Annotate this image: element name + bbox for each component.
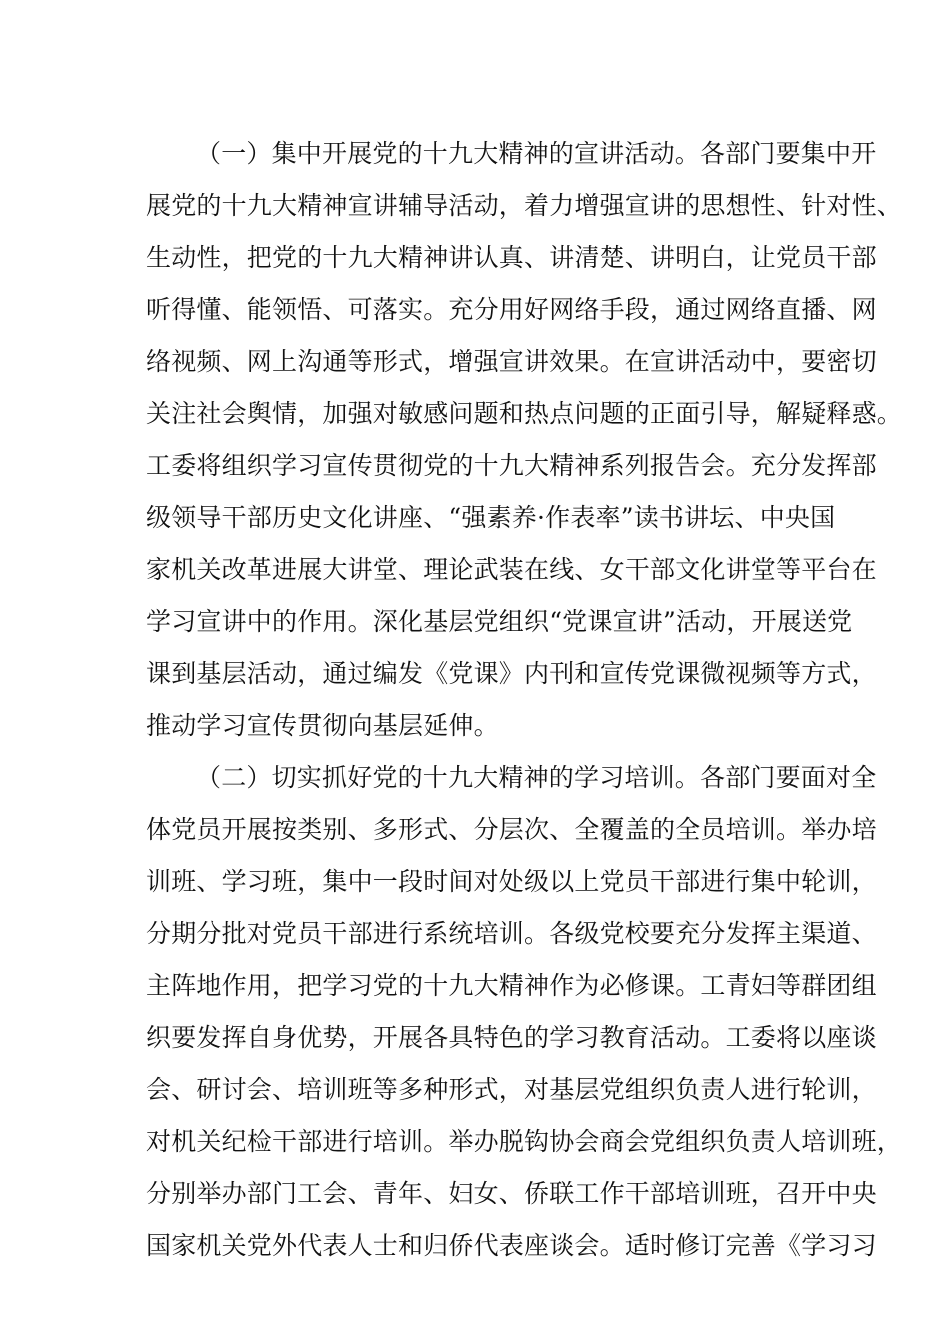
paragraph-1-line-11: 课到基层活动，通过编发《党课》内刊和宣传党课微视频等方式，	[146, 659, 877, 688]
paragraph-1-line-6: 关注社会舆情，加强对敏感问题和热点问题的正面引导，解疑释惑。	[146, 399, 903, 428]
paragraph-1-line-4: 听得懂、能领悟、可落实。充分用好网络手段，通过网络直播、网	[146, 295, 877, 324]
paragraph-2-line-7: 会、研讨会、培训班等多种形式，对基层党组织负责人进行轮训，	[146, 1075, 877, 1104]
paragraph-1-line-10: 学习宣讲中的作用。深化基层党组织“党课宣讲”活动，开展送党	[146, 607, 853, 636]
paragraph-1-line-8: 级领导干部历史文化讲座、“强素养·作表率”读书讲坛、中央国	[146, 503, 836, 532]
paragraph-2-line-1: （二）切实抓好党的十九大精神的学习培训。各部门要面对全	[196, 763, 877, 792]
paragraph-1-line-5: 络视频、网上沟通等形式，增强宣讲效果。在宣讲活动中，要密切	[146, 347, 877, 376]
paragraph-2-line-8: 对机关纪检干部进行培训。举办脱钩协会商会党组织负责人培训班，	[146, 1127, 903, 1156]
paragraph-1-line-9: 家机关改革进展大讲堂、理论武装在线、女干部文化讲堂等平台在	[146, 555, 877, 584]
paragraph-1-line-2: 展党的十九大精神宣讲辅导活动，着力增强宣讲的思想性、针对性、	[146, 191, 903, 220]
paragraph-2-line-2: 体党员开展按类别、多形式、分层次、全覆盖的全员培训。举办培	[146, 815, 877, 844]
paragraph-2-line-10: 国家机关党外代表人士和归侨代表座谈会。适时修订完善《学习习	[146, 1231, 877, 1260]
paragraph-2-line-3: 训班、学习班，集中一段时间对处级以上党员干部进行集中轮训，	[146, 867, 877, 896]
paragraph-2-line-9: 分别举办部门工会、青年、妇女、侨联工作干部培训班，召开中央	[146, 1179, 877, 1208]
paragraph-1-line-12: 推动学习宣传贯彻向基层延伸。	[146, 711, 499, 740]
paragraph-2-line-4: 分期分批对党员干部进行系统培训。各级党校要充分发挥主渠道、	[146, 919, 877, 948]
paragraph-1-line-1: （一）集中开展党的十九大精神的宣讲活动。各部门要集中开	[196, 139, 877, 168]
paragraph-2-line-5: 主阵地作用，把学习党的十九大精神作为必修课。工青妇等群团组	[146, 971, 877, 1000]
paragraph-2-line-6: 织要发挥自身优势，开展各具特色的学习教育活动。工委将以座谈	[146, 1023, 877, 1052]
paragraph-1-line-7: 工委将组织学习宣传贯彻党的十九大精神系列报告会。充分发挥部	[146, 451, 877, 480]
paragraph-1-line-3: 生动性，把党的十九大精神讲认真、讲清楚、讲明白，让党员干部	[146, 243, 877, 272]
